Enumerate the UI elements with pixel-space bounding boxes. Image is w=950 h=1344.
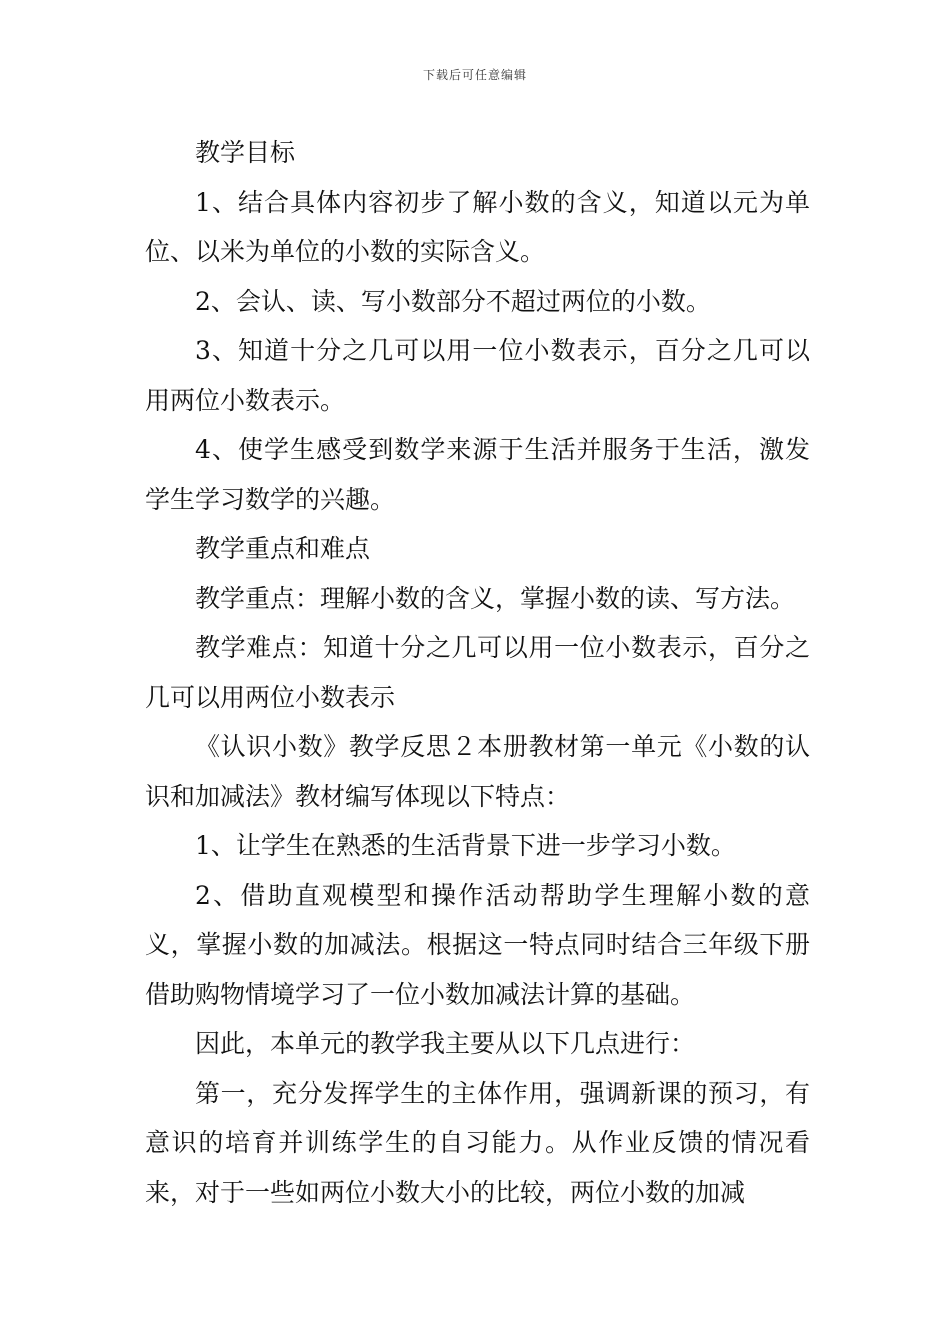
paragraph-approach-intro: 因此，本单元的教学我主要从以下几点进行：	[195, 1029, 696, 1058]
paragraph-feature-2: 2、借助直观模型和操作活动帮助学生理解小数的意义，掌握小数的加减法。根据这一特点同时结合三年级下册借助购物情境学习了一位小数加减法计算的基础。	[145, 880, 810, 1009]
paragraph-objective-1: 1、结合具体内容初步了解小数的含义，知道以元为单位、以米为单位的小数的实际含义。	[145, 187, 810, 266]
paragraph-objective-4: 4、使学生感受到数学来源于生活并服务于生活，激发学生学习数学的兴趣。	[145, 435, 810, 514]
paragraph-approach-1: 第一，充分发挥学生的主体作用，强调新课的预习，有意识的培育并训练学生的自习能力。从作业反馈的情况看来，对于一些如两位小数大小的比较，两位小数的加减	[145, 1078, 810, 1207]
document-body	[145, 128, 810, 1217]
section-heading-key-points: 教学重点和难点	[195, 534, 371, 563]
section-heading-objectives: 教学目标	[195, 138, 296, 167]
paragraph-reflection-intro: 《认识小数》教学反思２本册教材第一单元《小数的认识和加减法》教材编写体现以下特点：	[145, 732, 810, 811]
paragraph-objective-3: 3、知道十分之几可以用一位小数表示，百分之几可以用两位小数表示。	[145, 336, 810, 415]
paragraph-objective-2: 2、会认、读、写小数部分不超过两位的小数。	[195, 286, 711, 316]
paragraph-feature-1: 1、让学生在熟悉的生活背景下进一步学习小数。	[195, 831, 736, 860]
paragraph-key-point: 教学重点：理解小数的含义，掌握小数的读、写方法。	[195, 583, 796, 613]
paragraph-difficult-point: 教学难点：知道十分之几可以用一位小数表示，百分之几可以用两位小数表示	[145, 633, 810, 712]
page-header: 下载后可任意编辑	[422, 68, 527, 82]
